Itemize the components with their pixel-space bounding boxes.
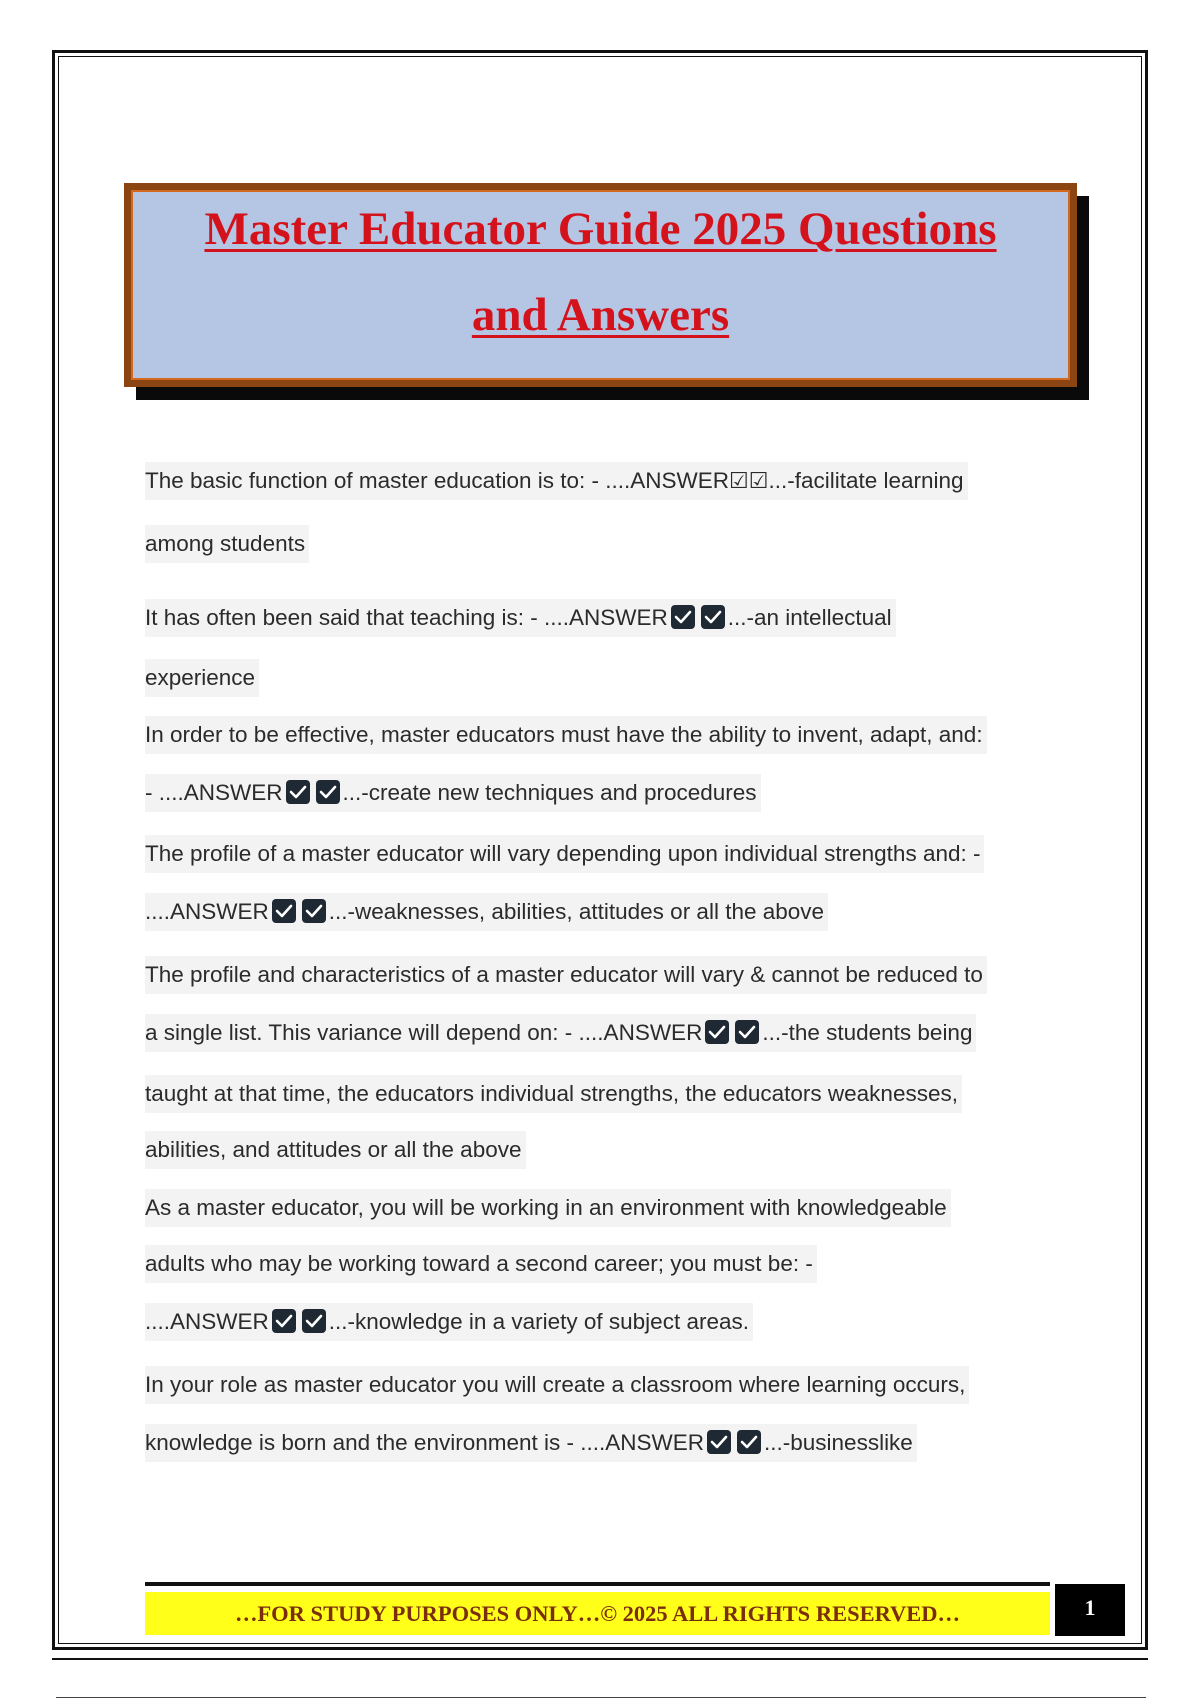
- answer-text: ...-the students being: [762, 1020, 973, 1045]
- qa-text-line: [145, 774, 761, 812]
- question-text: a single list. This variance will depend on: - ....ANSWER: [145, 1020, 703, 1045]
- check-box-icon: [701, 605, 725, 629]
- check-box-icon: [735, 1020, 759, 1044]
- ballot-box-check-icon: ☑: [748, 469, 769, 494]
- answer-text: ...-businesslike: [764, 1430, 913, 1455]
- qa-text-line: [145, 462, 968, 500]
- page-number: 1: [1055, 1584, 1125, 1636]
- qa-text-line: [145, 1303, 753, 1341]
- check-box-icon: [302, 1309, 326, 1333]
- qa-text-line: [145, 1424, 917, 1462]
- footer-rule: [145, 1582, 1050, 1586]
- question-text: It has often been said that teaching is: - ....ANSWER: [145, 605, 668, 630]
- qa-text-line: experience: [145, 659, 259, 697]
- question-text: knowledge is born and the environment is - ....ANSWER: [145, 1430, 705, 1455]
- qa-text-line: [145, 1014, 976, 1052]
- document-title-line-1: Master Educator Guide 2025 Questions: [204, 203, 997, 255]
- qa-text-line: [145, 599, 896, 637]
- check-box-icon: [737, 1430, 761, 1454]
- answer-text: ...-weaknesses, abilities, attitudes or all the above: [328, 899, 825, 924]
- check-box-icon: [286, 780, 310, 804]
- question-text: - ....ANSWER: [145, 780, 283, 805]
- answer-text: ...-create new techniques and procedures: [342, 780, 757, 805]
- document-title-line-2: and Answers: [471, 289, 730, 341]
- qa-text-line: [145, 893, 828, 931]
- qa-text-line: among students: [145, 525, 309, 563]
- question-text: The basic function of master education is to: - ....ANSWER: [145, 468, 729, 493]
- check-box-icon: [302, 899, 326, 923]
- check-box-icon: [316, 780, 340, 804]
- check-box-icon: [272, 899, 296, 923]
- check-box-icon: [707, 1430, 731, 1454]
- qa-text-line: In order to be effective, master educators must have the ability to invent, adapt, and:: [145, 716, 987, 754]
- qa-text-line: abilities, and attitudes or all the above: [145, 1131, 526, 1169]
- document-title-box: [124, 183, 1077, 387]
- qa-text-line: The profile and characteristics of a master educator will vary & cannot be reduced to: [145, 956, 987, 994]
- qa-text-line: In your role as master educator you will create a classroom where learning occurs,: [145, 1366, 969, 1404]
- qa-text-line: The profile of a master educator will vary depending upon individual strengths and: -: [145, 835, 984, 873]
- question-text: ....ANSWER: [145, 1309, 269, 1334]
- question-text: ....ANSWER: [145, 899, 269, 924]
- check-box-icon: [705, 1020, 729, 1044]
- answer-text: ...-knowledge in a variety of subject areas.: [328, 1309, 749, 1334]
- footer-notice: …FOR STUDY PURPOSES ONLY…© 2025 ALL RIGHTS RESERVED…: [145, 1592, 1050, 1635]
- check-box-icon: [272, 1309, 296, 1333]
- check-box-icon: [671, 605, 695, 629]
- ballot-box-check-icon: ☑: [729, 469, 749, 494]
- page-bottom-rule: [52, 1658, 1148, 1660]
- page-edge-rule: [56, 1697, 1146, 1698]
- qa-text-line: adults who may be working toward a second career; you must be: -: [145, 1245, 817, 1283]
- qa-text-line: As a master educator, you will be working in an environment with knowledgeable: [145, 1189, 951, 1227]
- qa-text-line: taught at that time, the educators individual strengths, the educators weaknesses,: [145, 1075, 962, 1113]
- answer-text: ...-an intellectual: [727, 605, 892, 630]
- answer-text: ...-facilitate learning: [768, 468, 964, 493]
